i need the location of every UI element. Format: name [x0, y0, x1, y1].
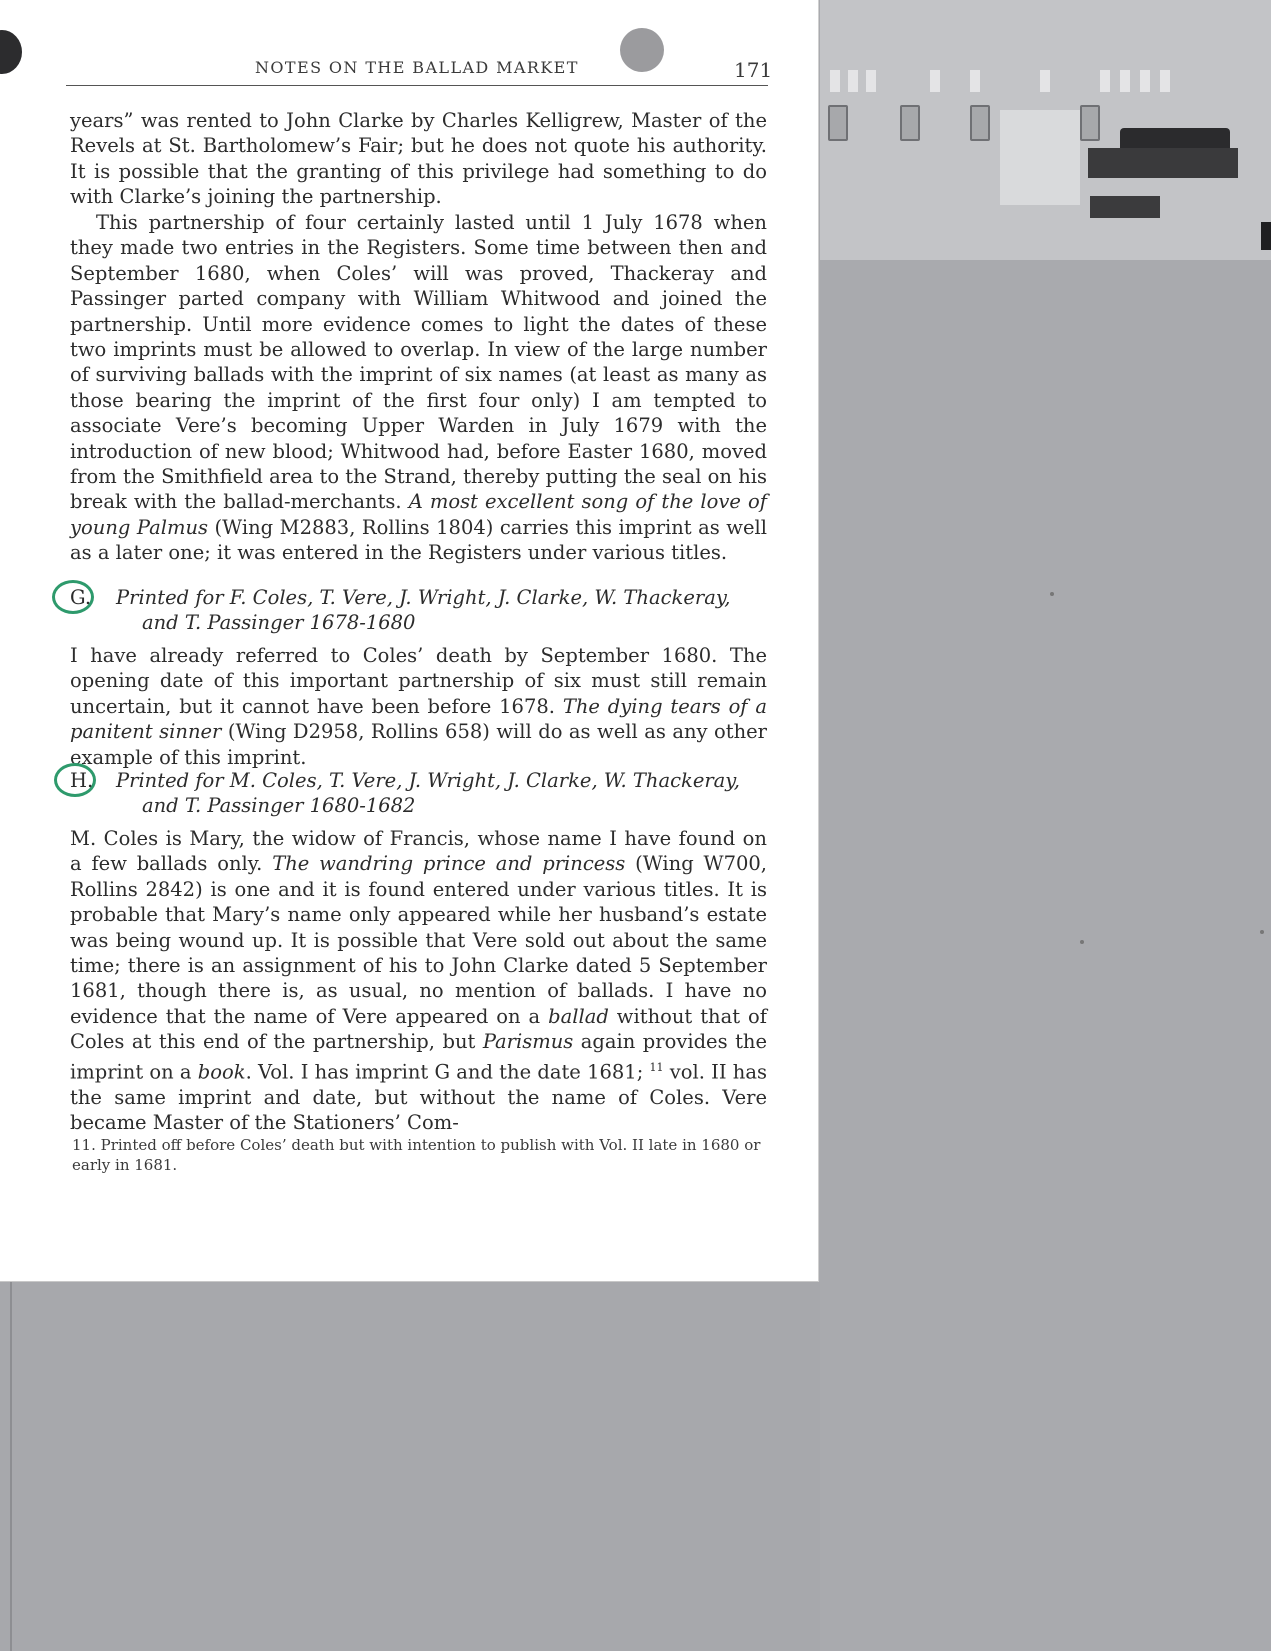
punch-hole-top	[620, 28, 664, 72]
para4-run: (Wing W700, Rollins 2842) is one and it is found entered under various titles. It is probable that Mary’s name only appeared while her husband’s estate was being wound up. It is possible that Vere sold out about the same time; there is an assignment of his to John Clarke dated 5 September 1681, though there is, as usual, no mention of ballads. I have no evidence that the name of Vere appeared on a	[70, 852, 767, 1028]
punch-hole-left	[0, 30, 22, 74]
para2-run: (Wing M2883, Rollins 1804) carries this imprint as well as a later one; it was entered in the Registers under various titles.	[70, 515, 767, 565]
scanner-rib	[1160, 70, 1170, 92]
page-number: 171	[734, 58, 773, 82]
section-h-heading	[70, 768, 770, 819]
scanner-pad	[1000, 110, 1080, 205]
paragraph-1-text	[70, 108, 767, 210]
scanner-slot	[1090, 196, 1160, 218]
scanner-bed-line	[10, 1282, 12, 1651]
section-g-title-line1: Printed for F. Coles, T. Vere, J. Wright, J. Clarke, W. Thackeray,	[116, 586, 731, 609]
scanner-clip	[1080, 105, 1100, 141]
speck	[1080, 940, 1084, 944]
para4-run: book	[197, 1060, 246, 1084]
scanner-clip	[900, 105, 920, 141]
para3-run: The dying tears of a panitent sinner	[70, 694, 767, 744]
paragraph-4	[70, 826, 767, 1135]
scanner-rib	[830, 70, 840, 92]
scanner-rib	[1140, 70, 1150, 92]
scanner-rib	[1040, 70, 1050, 92]
scanner-rib	[1120, 70, 1130, 92]
paragraph-2-text	[70, 210, 767, 566]
para4-run: Parismus	[482, 1030, 574, 1054]
footnote: 11. Printed off before Coles’ death but with intention to publish with Vol. II late in 1680 or early in 1681.	[72, 1136, 761, 1174]
speck	[1260, 930, 1264, 934]
section-h-letter: H.	[70, 769, 94, 792]
para4-run: . Vol. I has imprint G and the date 1681;	[245, 1060, 650, 1084]
header-rule	[66, 85, 768, 86]
scanner-rib	[970, 70, 980, 92]
para4-run: without that of Coles at this end of the partnership, but	[70, 1004, 767, 1054]
para2-run: A most excellent song of the love of young Palmus	[70, 490, 767, 539]
scanner-edge	[1261, 222, 1271, 250]
section-g-letter: G.	[70, 586, 92, 609]
section-h-title-line2: and T. Passinger 1680-1682	[142, 794, 416, 818]
para4-run: ballad	[548, 1004, 609, 1028]
paragraph-1	[70, 108, 767, 210]
para4-run: 11	[649, 1060, 664, 1074]
scanner-lid	[820, 0, 1271, 260]
paragraph-2	[70, 210, 767, 566]
para2-run: This partnership of four certainly lasted until 1 July 1678 when they made two entries in the Registers. Some time between then and September 1680, when Coles’ will was proved, Thackeray and Passinger parted company with William Whitwood and joined the partnership. Until more evidence comes to light the dates of these two imprints must be allowed to overlap. In view of the large number of surviving ballads with the imprint of six names (at least as many as those bearing the imprint of the first four only) I am tempted to associate Vere’s becoming Upper Warden in July 1679 with the introduction of new blood; Whitwood had, before Easter 1680, moved from the Smithfield area to the Strand, thereby putting the seal on his break with the ballad-merchants.	[70, 211, 767, 514]
para4-run: vol. II has the same imprint and date, but without the name of Coles. Vere became Master of the Stationers’ Com-	[70, 1060, 767, 1134]
para1-run: years” was rented to John Clarke by Charles Kelligrew, Master of the Revels at St. Bartholomew’s Fair; but he does not quote his authority. It is possible that the granting of this privilege had something to do with Clarke’s joining the partnership.	[70, 109, 767, 209]
section-h-title-line1: Printed for M. Coles, T. Vere, J. Wright, J. Clarke, W. Thackeray,	[116, 769, 740, 792]
paragraph-4-text	[70, 826, 767, 1135]
para3-run: I have already referred to Coles’ death by September 1680. The opening date of this important partnership of six must still remain uncertain, but it cannot have been before 1678.	[70, 644, 767, 718]
scanner-rib	[866, 70, 876, 92]
para4-run: The wandring prince and princess	[272, 852, 626, 876]
para3-run: (Wing D2958, Rollins 658) will do as well as any other example of this imprint.	[70, 720, 767, 769]
running-head: NOTES ON THE BALLAD MARKET	[255, 58, 579, 77]
section-g-title-line2: and T. Passinger 1678-1680	[142, 611, 416, 635]
scanner-rib	[1100, 70, 1110, 92]
para4-run: again provides the imprint on a	[70, 1030, 768, 1084]
scanner-bed	[0, 1282, 820, 1651]
speck	[1050, 592, 1054, 596]
scanner-rib	[930, 70, 940, 92]
scanner-rib	[848, 70, 858, 92]
para4-run: M. Coles is Mary, the widow of Francis, whose name I have found on a few ballads only.	[70, 827, 767, 876]
section-g-heading	[70, 585, 770, 636]
paragraph-3	[70, 643, 767, 770]
scanner-roller-base	[1088, 148, 1238, 178]
scanner-clip	[828, 105, 848, 141]
scanner-clip	[970, 105, 990, 141]
paragraph-3-text	[70, 643, 767, 770]
